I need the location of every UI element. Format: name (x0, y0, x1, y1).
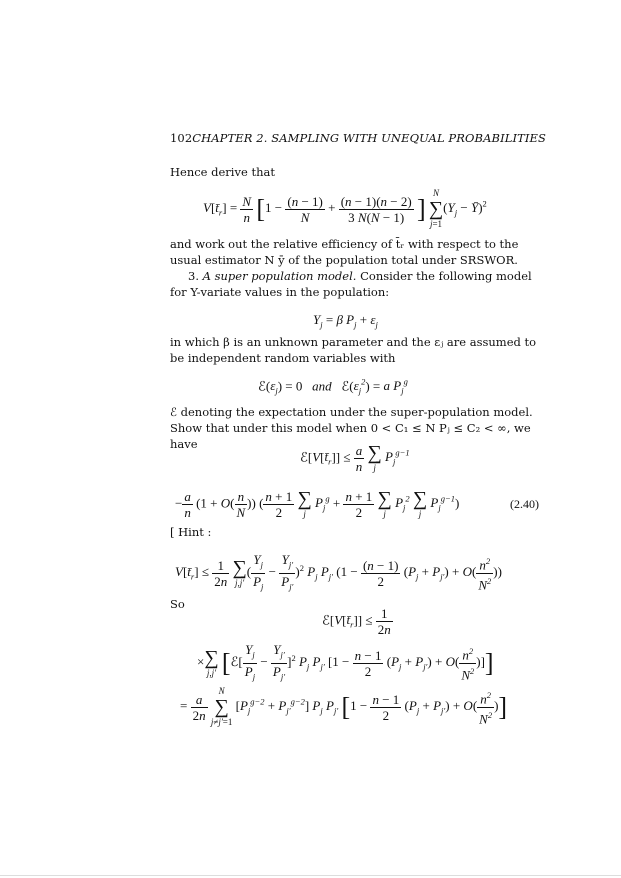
page-bottom-edge (0, 875, 621, 876)
exercise-number: 3. (188, 269, 199, 283)
paragraph-show: Show that under this model when 0 < C₁ ≤ N Pⱼ ≤ C₂ < ∞, we have (170, 421, 531, 451)
paragraph-efficiency: and work out the relative efficiency of t̄ᵣ with respect to the usual estimator N ȳ of the population total under SRSWOR. (170, 237, 519, 267)
equation-so-expansion: × ∑ j,j′ [ℰ[ $\frac{Y_j}{P_j}$ − $\frac{Y_{j'}}{P_{j'}}$ ]$^2$ $P_j$ $P_{j'}$ [1 − $\frac{n - 1}{2}$ $(P_j + P_{j'}) + O$( $\frac{n^2}{N^2}$ )]] (197, 642, 494, 682)
model-intro: Consider the following model for Y-variate values in the population: (170, 269, 532, 299)
paragraph-so: So (170, 597, 185, 611)
paragraph-params: in which β is an unknown parameter and the εⱼ are assumed to be independent random variables with (170, 335, 537, 365)
page-number: 102 (170, 131, 193, 145)
paragraph-hint: [ Hint : (170, 525, 212, 539)
equation-bound-continued: − $\frac{a}{n}$ (1 + O( $\frac{n}{N}$ )) ( $\frac{n + 1}{2}$ ∑ j $P_j^g$ + $\frac{n + 1}{2}$ ∑ j $P_j^2$ ∑ j $P_j^{g-1}$) (175, 488, 460, 520)
equation-expectation: $ℰ(\varepsilon_j) = 0$ and $ℰ(\varepsilon_j^2) = a$ $P_j^g$ (258, 377, 408, 396)
equation-number: (2.40) (510, 497, 539, 511)
paragraph-expectation: ℰ denoting the expectation under the super-population model. (170, 405, 533, 419)
equation-variance: $V[t̄_r]$ = $\frac{N}{n}$ [1 − $\frac{(n - 1)}{N}$ + $\frac{(n - 1)(n - 2)}{3 N(N - 1)}$ ] N ∑ j=1 ($Y_j$ − Ȳ)$^2$ (203, 188, 487, 229)
chapter-title: CHAPTER 2. SAMPLING WITH UNEQUAL PROBABILITIES (192, 131, 546, 145)
paragraph-model (170, 268, 546, 300)
equation-so-final: = $\frac{a}{2n}$ N ∑ j≠j′=1 $[P_j^{g-2} + P_{j'}^{g-2}]$ $P_j$ $P_{j'}$ [1 − $\frac{n - 1}{2}$ $(P_j + P_{j'}) + O$( $\frac{n^2}{N^2}$ )] (180, 686, 508, 727)
equation-so-bound: $ℰ[V[t̄_r]]$ ≤ $\frac{1}{2n}$ (322, 606, 391, 637)
equation-bound: $ℰ[V[t̄_r]]$ ≤ $\frac{a}{n}$ ∑ j $P_j^{g-1}$ (300, 442, 410, 474)
exercise-title: A super population model. (202, 269, 357, 283)
equation-hint: $V[t̄_r]$ ≤ $\frac{1}{2n}$ ∑ j,j′ ( $\frac{Y_j}{P_j}$ − $\frac{Y_{j'}}{P_{j'}}$ )$^2$ $P_j$ $P_{j'}$ (1 − $\frac{(n - 1)}{2}$ $(P_j + P_{j'}) + O$( $\frac{n^2}{N^2}$ )) (175, 552, 502, 592)
paragraph-derive: Hence derive that (170, 165, 275, 179)
equation-model: $Y_j = \beta$ $P_j + \varepsilon_j$ (313, 312, 378, 330)
running-header (170, 130, 550, 146)
